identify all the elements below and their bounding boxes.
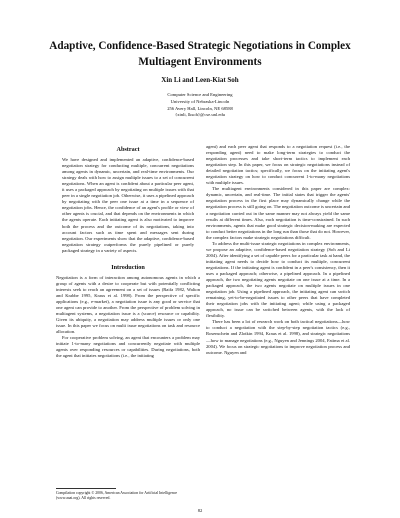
body-paragraph: To address the multi-issue strategic negotiations in complex environments, we propose an adaptive, confidence-based negotiation strategy (Soh and Li 2004). After identifying a set of capable peers for a particular task at hand, the initiating agent needs to decide how to conduct its multiple, concurrent negotiations. If the initiating agent is confident in a peer's consistency, then it uses a packaged approach; otherwise, a pipelined approach. In a pipelined approach, the two negotiating agents negotiate on one issue at a time. In a packaged approach, the two agents negotiate on multiple issues in one negotiation job. Using a pipelined approach, the initiating agent can switch remaining, yet-to-be-negotiated issues to other peers that have completed their negotiation jobs with the initiating agent; while using a packaged approach, no issue can be switched between agents, with the lack of flexibility. — [206, 240, 350, 319]
copyright-footnote — [56, 488, 200, 501]
affiliation-line: {xinli, lksoh}@cse.unl.edu — [175, 112, 225, 118]
introduction-heading: Introduction — [111, 263, 145, 271]
body-paragraph: The multiagent environments considered in this paper are complex: dynamic, uncertain, and real-time. The initial states that trigger the agents' negotiation process in the first place may dynamically change while the negotiation process is still going on. The negotiation outcome is uncertain and a negotiation carried out in the same manner may not always yield the same results at different times. Also, each negotiation is time-constrained. In such environments, agents that make good strategic decision-making are expected to conduct better negotiations in the long run than those that do not. However, the complex factors make strategic negotiations difficult. — [206, 186, 350, 240]
body-paragraph: agent) and each peer agent that responds to a negotiation request (i.e., the responding agent) need to make long-term strategies to conduct the negotiation processes and take short-term tactics to implement each negotiation step. In this paper, we focus on strategic negotiations instead of detailed negotiation tactics; specifically, we focus on the initiating agent's negotiation strategy on how to conduct concurrent 1-to-many negotiations with multiple issues. — [206, 144, 350, 186]
page-number: 82 — [197, 508, 203, 513]
title-line: Multiagent Environments — [138, 56, 262, 68]
affiliation-line: University of Nebraska-Lincoln — [170, 98, 230, 104]
paper-title — [40, 38, 360, 70]
abstract-text: We have designed and implemented an adaptive, confidence-based negotiation strategy for conducting multiple, concurrent negotiations among agents in dynamic, uncertain, and real-time environments. Our strategy deals with how to assign multiple issues to a set of concurrent negotiations. When an agent is confident about a particular peer agent, it uses a packaged approach by negotiating on multiple issues with that peer in a single negotiation job. Otherwise, it uses a pipelined approach by negotiating with the peer one issue at a time in a sequence of negotiation jobs. Hence, the confidence of an agent's profile or view of other agents is crucial, and that depends on the environments in which the agents operate. Each initiating agent is also motivated to improve both the process and the outcome of its negotiations, taking into account factors such as time spent and messages sent during negotiation. Our experiments show that the adaptive, confidence-based negotiation strategy outperforms the purely pipelined or purely packaged strategy in a variety of aspects. — [62, 157, 194, 253]
footnote-rule — [56, 488, 116, 489]
title-line: Adaptive, Confidence-Based Strategic Negotiations in Complex — [49, 40, 351, 52]
abstract-heading: Abstract — [116, 146, 140, 153]
intro-paragraph: Negotiation is a form of interaction among autonomous agents in which a group of agents with a desire to cooperate but with potentially conflicting interests seek to reach an agreement on a set of issues (Raifa 1982, Walton and Krabbe 1995, Kraus et al. 1998). From the perspective of specific applications (e.g., e-market), a negotiation issue is any good or service that one agent can provide to another. From the perspective of problem solving in multiagent systems, a negotiation issue is a (scarce) resource or capability. Given its ubiquity, a negotiation may address multiple issues or only one issue. In this paper we focus on multi issue negotiations on task and resource allocation. — [56, 274, 200, 335]
right-column-text — [206, 144, 350, 356]
footnote-text: Compilation copyright © 2006, American Association for Artificial Intelligence (www.aaai.org). All rights reserved. — [56, 491, 178, 500]
author-list: Xin Li and Leen-Kiat Soh — [161, 76, 239, 84]
left-column — [56, 146, 200, 359]
affiliation-line: 256 Avery Hall, Lincoln, NE 68588 — [167, 105, 233, 111]
affiliation-block — [40, 92, 360, 119]
affiliation-line: Computer Science and Engineering — [167, 92, 233, 97]
intro-paragraph: For cooperative problem solving, an agent that encounters a problem may initiate 1-to-many negotiations and concurrently negotiate with multiple agents over responding resources or capabilities. During negotiations, both the agent that initiates negotiations (i.e., the initiating — [56, 335, 200, 359]
body-paragraph: There has been a lot of research work on both tactical negotiations—how to conduct a negotiation with the step-by-step negotiation tactics (e.g., Rosenschein and Zlotkin 1994, Kraus et al. 1998), and strategic negotiations—how to manage negotiations (e.g., Nguyen and Jennings 2004, Fatima et al. 2004). We focus on strategic negotiations to improve negotiation process and outcome. Nguyen and — [206, 319, 350, 355]
